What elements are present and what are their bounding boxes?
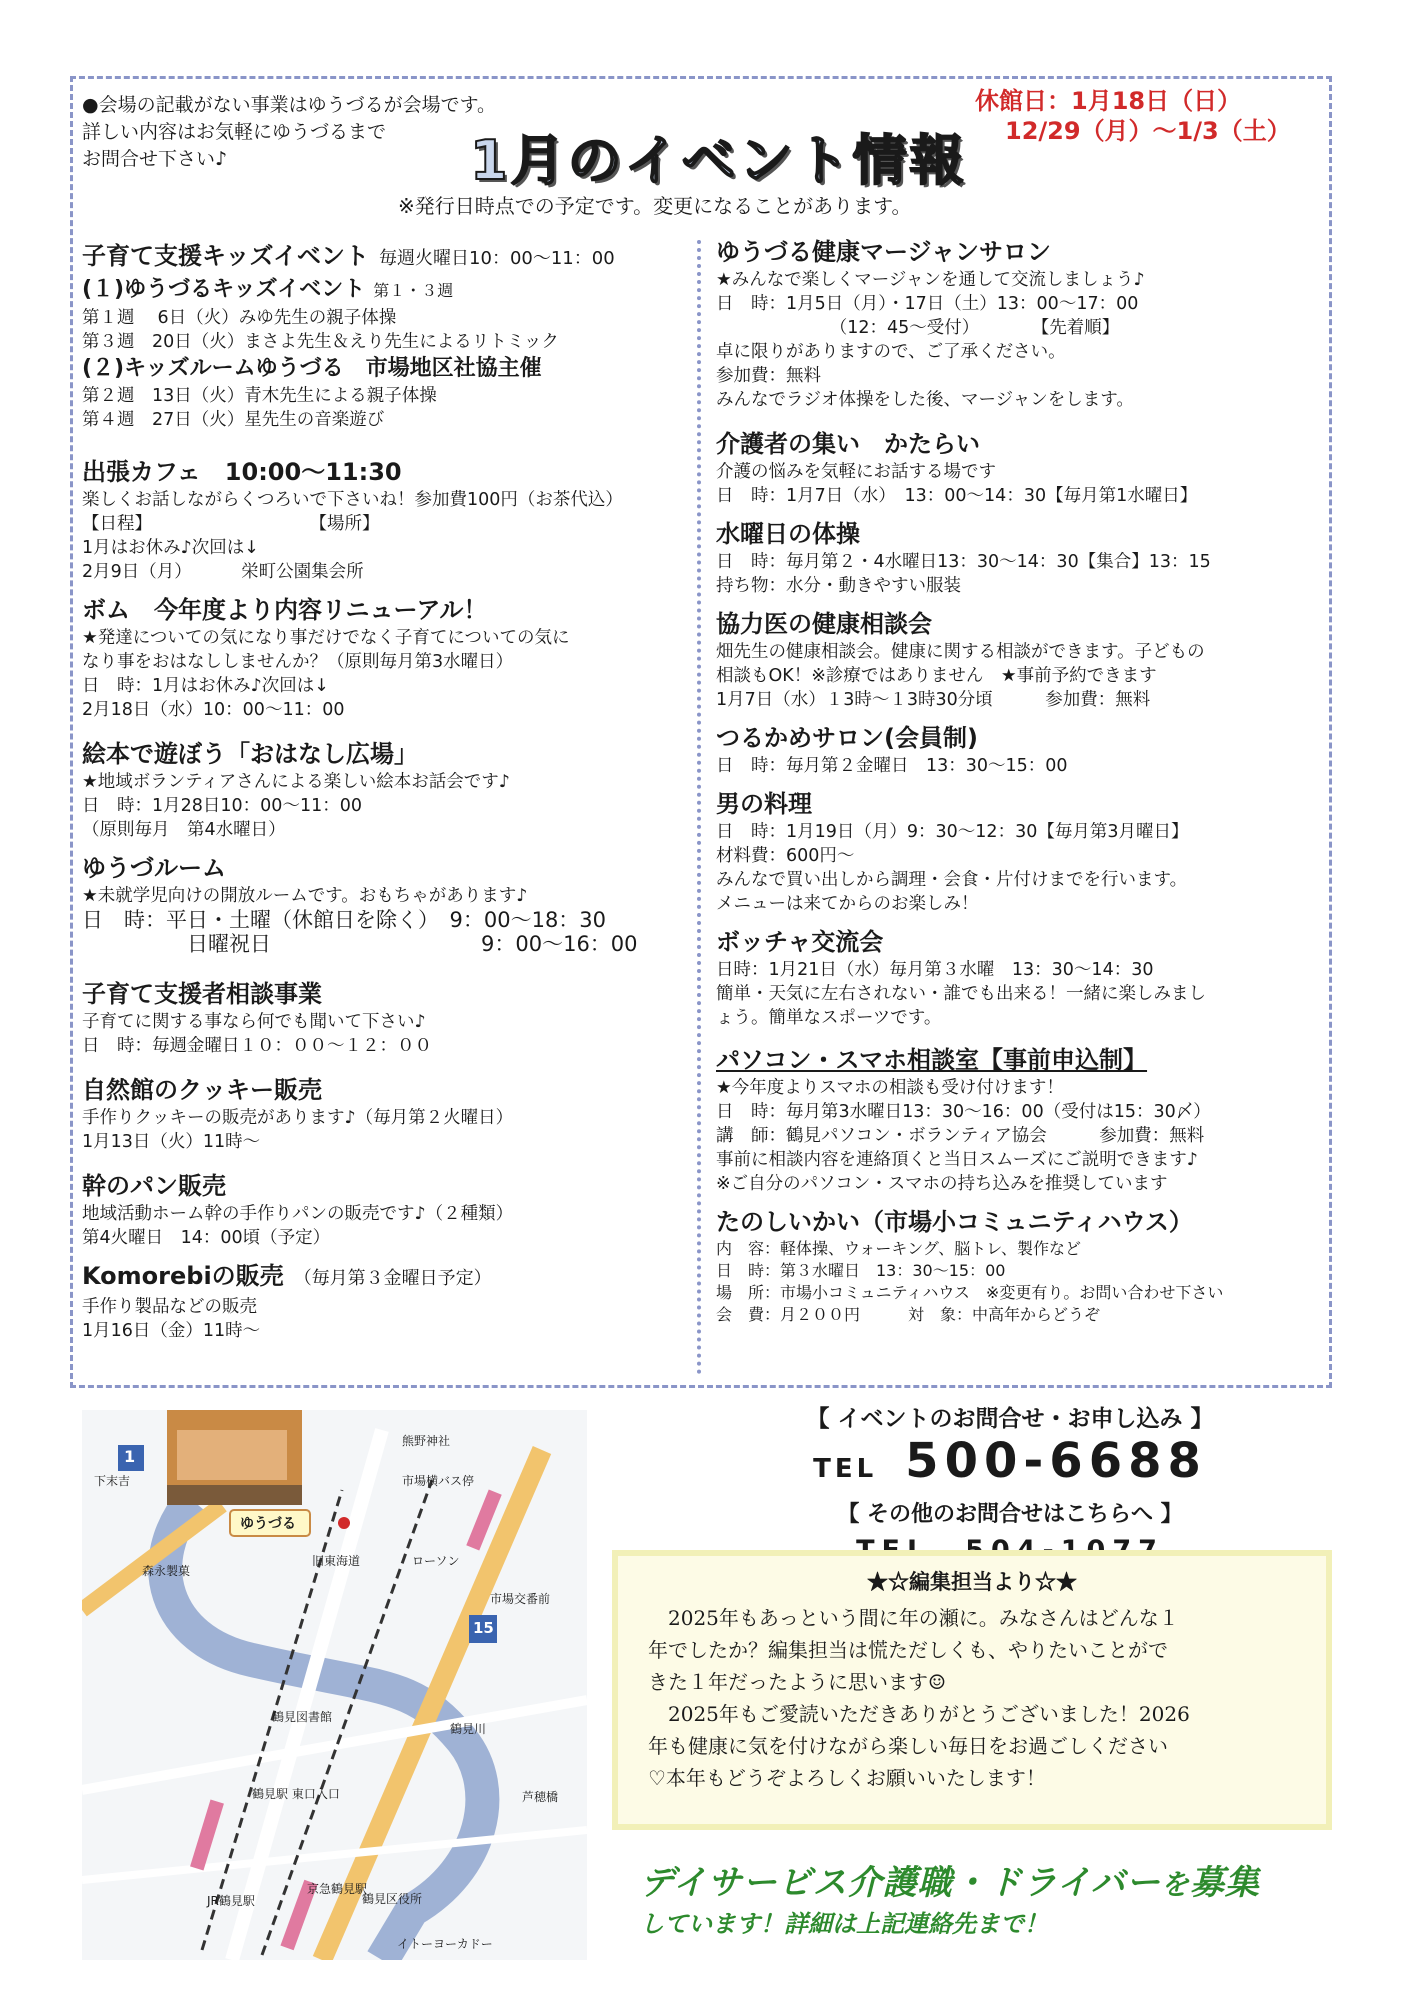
komorebi-line: 1月16日（金）11時～ [82, 1321, 261, 1341]
room-line: 日 時：平日・土曜（休館日を除く） 9：00～18：30 [82, 908, 607, 932]
map-label: 京急鶴見駅 [307, 1882, 368, 1896]
bom-line: 2月18日（水）10：00～11：00 [82, 700, 345, 720]
cafe-line: 楽しくお話しながらくつろいで下さいね！参加費100円（お茶代込） [82, 490, 623, 510]
cafe-line: 【日程】 【場所】 [82, 514, 380, 534]
kyoryoku-line: 相談もOK！※診療ではありません ★事前予約できます [716, 666, 1157, 686]
boccia-line: 日時：1月21日（水）毎月第３水曜 13：30～14：30 [716, 960, 1154, 980]
kids-event-heading: 子育て支援キッズイベント 毎週火曜日10：00～11：00 [82, 242, 615, 270]
map-label: ローソン [412, 1554, 460, 1568]
map-label: 旧東海道 [312, 1554, 361, 1568]
komorebi-heading: Komorebiの販売 （毎月第３金曜日予定） [82, 1262, 492, 1290]
mahjong-line: 卓に限りがありますので、ご了承ください。 [716, 342, 1066, 362]
map-label: 市場横バス停 [402, 1474, 475, 1488]
ryouri-line: 日 時：1月19日（月）9：30～12：30【毎月第3月曜日】 [716, 822, 1189, 842]
closed-day-line: 休館日：1月18日（日） [975, 87, 1242, 115]
boccia-heading: ボッチャ交流会 [716, 928, 884, 956]
editor-line: 2025年もあっという間に年の瀬に。みなさんはどんな１ [648, 1606, 1179, 1630]
venue-note-line: 詳しい内容はお気軽にゆうづるまで [82, 121, 387, 143]
recruit-line: しています！詳細は上記連絡先まで！ [640, 1910, 1048, 1938]
map-label: 市場交番前 [490, 1592, 551, 1606]
pan-line: 地域活動ホーム幹の手作りパンの販売です♪（２種類） [82, 1204, 514, 1224]
mahjong-line: みんなでラジオ体操をした後、マージャンをします。 [716, 390, 1134, 410]
editor-line: ♡本年もどうぞよろしくお願いいたします！ [648, 1766, 1046, 1790]
pc-heading: パソコン・スマホ相談室【事前申込制】 [716, 1046, 1148, 1074]
komorebi-line: 手作り製品などの販売 [82, 1297, 257, 1317]
cafe-heading: 出張カフェ 10:00～11:30 [82, 458, 402, 486]
editor-note-title: ★☆編集担当より☆★ [867, 1569, 1077, 1594]
route-15-sign: 15 [473, 1619, 494, 1637]
room-line: ★未就学児向けの開放ルームです。おもちゃがあります♪ [82, 886, 528, 906]
contact-heading: 【 イベントのお問合せ・お申し込み 】 [806, 1406, 1214, 1432]
ryouri-line: 材料費：600円～ [716, 846, 855, 866]
room-line: 日曜祝日 9：00～16：00 [82, 932, 638, 956]
tanoshii-line: 場 所：市場小コミュニティハウス ※変更有り。お問い合わせ下さい [716, 1283, 1224, 1302]
map-label: 鶴見川 [450, 1722, 487, 1736]
cookie-line: 手作りクッキーの販売があります♪（毎月第２火曜日） [82, 1108, 514, 1128]
ehon-heading: 絵本で遊ぼう「おはなし広場」 [82, 740, 418, 768]
pc-line: ※ご自分のパソコン・スマホの持ち込みを推奨しています [716, 1174, 1168, 1194]
mahjong-line: 日 時：1月5日（月）・17日（土）13：00～17：00 [716, 294, 1139, 314]
taisou-heading: 水曜日の体操 [716, 520, 860, 548]
tanoshii-heading: たのしいかい（市場小コミュニティハウス） [716, 1208, 1193, 1236]
editor-note [612, 1550, 1332, 1830]
column-divider [697, 240, 701, 1375]
pc-line: ★今年度よりスマホの相談も受け付けます！ [716, 1078, 1064, 1098]
tanoshii-line: 会 費：月２００円 対 象：中高年からどうぞ [716, 1305, 1101, 1324]
tsurukame-heading: つるかめサロン(会員制) [716, 724, 978, 752]
kyoryoku-line: 畑先生の健康相談会。健康に関する相談ができます。子どもの [716, 642, 1205, 662]
bom-line: なり事をおはなししませんか？（原則毎月第3水曜日） [82, 652, 514, 672]
bom-line: 日 時：1月はお休み♪次回は↓ [82, 676, 329, 696]
map-label: 鶴見区役所 [362, 1892, 423, 1906]
taisou-line: 持ち物：水分・動きやすい服装 [716, 576, 961, 596]
cafe-line: 1月はお休み♪次回は↓ [82, 538, 259, 558]
kaigo-line: 日 時：1月7日（水） 13：00～14：30【毎月第1水曜日】 [716, 486, 1198, 506]
map-label: 鶴見駅 東口入口 [252, 1787, 340, 1801]
editor-line: 年も健康に気を付けながら楽しい毎日をお過ごしください [648, 1734, 1168, 1758]
tanoshii-line: 日 時：第３水曜日 13：30～15：00 [716, 1261, 1006, 1280]
kids-line: 第４週 27日（火）星先生の音楽遊び [82, 410, 385, 430]
recruit-line: を [1160, 1868, 1190, 1901]
map-label-yuudzuru: ゆうづる [240, 1516, 296, 1532]
kids-sub2-heading: (２)キッズルームゆうづる 市場地区社協主催 [82, 356, 542, 381]
venue-note [82, 92, 496, 173]
ryouri-line: メニューは来てからのお楽しみ！ [716, 894, 979, 914]
kyoryoku-heading: 協力医の健康相談会 [716, 610, 932, 638]
editor-line: 2025年もご愛読いただきありがとうございました！2026 [648, 1702, 1190, 1726]
pc-line: 事前に相談内容を連絡頂くと当日スムーズにご説明できます♪ [716, 1150, 1198, 1170]
boccia-line: 簡単・天気に左右されない・誰でも出来る！一緒に楽しみまし [716, 984, 1206, 1004]
other-contact-heading: 【 その他のお問合せはこちらへ 】 [837, 1502, 1183, 1527]
soudan-heading: 子育て支援者相談事業 [82, 980, 322, 1008]
boccia-line: ょう。簡単なスポーツです。 [716, 1008, 942, 1028]
ryouri-heading: 男の料理 [716, 790, 812, 818]
mahjong-line: ★みんなで楽しくマージャンを通して交流しましょう♪ [716, 270, 1145, 290]
recruitment-notice [640, 1855, 1260, 1939]
ehon-line: （原則毎月 第4水曜日） [82, 820, 286, 840]
cookie-line: 1月13日（火）11時～ [82, 1132, 261, 1152]
kaigo-line: 介護の悩みを気軽にお話する場です [716, 462, 996, 482]
left-column [82, 240, 682, 1343]
mahjong-line: 参加費：無料 [716, 366, 821, 386]
ryouri-line: みんなで買い出しから調理・会食・片付けまでを行います。 [716, 870, 1188, 890]
mahjong-line: （12：45～受付） 【先着順】 [716, 318, 1120, 338]
kids-line: 第３週 20日（火）まさよ先生＆えり先生によるリトミック [82, 332, 559, 352]
closed-day-line: 12/29（月）～1/3（土） [1005, 117, 1291, 145]
bom-heading: ボム 今年度より内容リニューアル！ [82, 596, 488, 624]
map-label: 森永製菓 [142, 1564, 191, 1578]
map-label: JR鶴見駅 [207, 1894, 255, 1908]
closed-days [975, 86, 1291, 146]
pc-line: 講 師：鶴見パソコン・ボランティア協会 参加費：無料 [716, 1126, 1205, 1146]
map-label: イトーヨーカドー [397, 1937, 493, 1951]
schedule-notice: ※発行日時点での予定です。変更になることがあります。 [398, 194, 912, 218]
map-label: 芦穂橋 [522, 1790, 559, 1804]
cafe-line: 2月9日（月） 栄町公園集会所 [82, 562, 364, 582]
map-illustration [82, 1410, 587, 1960]
bom-line: ★発達についての気になり事だけでなく子育てについての気に [82, 628, 570, 648]
mahjong-heading: ゆうづる健康マージャンサロン [716, 238, 1052, 266]
venue-note-line: ●会場の記載がない事業はゆうづるが会場です。 [82, 94, 497, 116]
recruit-line: 募集 [1189, 1863, 1260, 1903]
map-label: 熊野神社 [402, 1434, 451, 1448]
room-heading: ゆうづルーム [82, 854, 226, 882]
page-title: 1月のイベント情報 [470, 129, 967, 192]
contact-info [730, 1400, 1290, 1567]
main-phone[interactable]: TEL 500-6688 [813, 1433, 1207, 1489]
map-label: 鶴見図書館 [272, 1710, 333, 1724]
right-column [716, 236, 1326, 1326]
soudan-line: 子育てに関する事なら何でも聞いて下さい♪ [82, 1012, 426, 1032]
kids-sub1-heading: (１)ゆうづるキッズイベント 第１・３週 [82, 277, 454, 302]
ehon-line: 日 時：1月28日10：00～11：00 [82, 796, 362, 816]
cookie-heading: 自然館のクッキー販売 [82, 1076, 322, 1104]
recruit-line: デイサービス介護職・ドライバー [640, 1863, 1161, 1903]
editor-line: きた１年だったように思います☺ [648, 1670, 946, 1694]
venue-note-line: お問合せ下さい♪ [82, 148, 228, 170]
editor-line: 年でしたか？編集担当は慌ただしくも、やりたいことがで [648, 1638, 1168, 1662]
pan-heading: 幹のパン販売 [82, 1172, 226, 1200]
map-label: 下末吉 [94, 1474, 131, 1488]
pc-line: 日 時：毎月第3水曜日13：30～16：00（受付は15：30〆） [716, 1102, 1211, 1122]
pan-line: 第4火曜日 14：00頃（予定） [82, 1228, 331, 1248]
tsurukame-line: 日 時：毎月第２金曜日 13：30～15：00 [716, 756, 1068, 776]
tanoshii-line: 内 容：軽体操、ウォーキング、脳トレ、製作など [716, 1239, 1081, 1258]
area-map [82, 1410, 587, 1960]
soudan-line: 日 時：毎週金曜日１０：００～１２：００ [82, 1036, 432, 1056]
kyoryoku-line: 1月7日（水）１3時～１3時30分頃 参加費：無料 [716, 690, 1151, 710]
ehon-line: ★地域ボランティアさんによる楽しい絵本お話会です♪ [82, 772, 510, 792]
kaigo-heading: 介護者の集い かたらい [716, 430, 980, 458]
taisou-line: 日 時：毎月第２・4水曜日13：30～14：30【集合】13：15 [716, 552, 1211, 572]
route-1-sign: 1 [124, 1447, 136, 1466]
kids-line: 第１週 6日（火）みゆ先生の親子体操 [82, 308, 397, 328]
kids-line: 第２週 13日（火）青木先生による親子体操 [82, 386, 437, 406]
